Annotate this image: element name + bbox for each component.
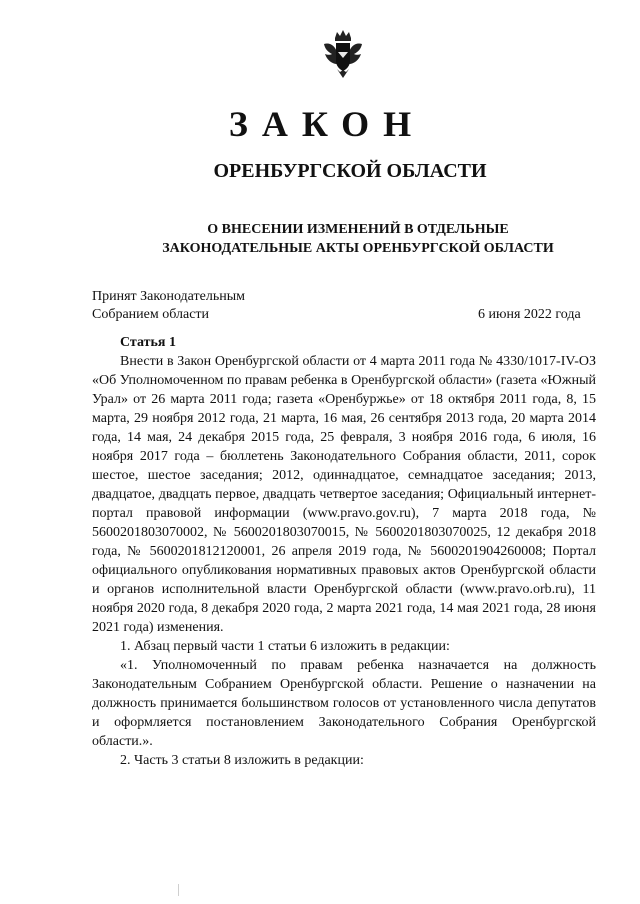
- adoption-line-2: Собранием области: [92, 307, 210, 322]
- law-subject: [0, 220, 640, 258]
- paragraph: «1. Уполномоченный по правам ребенка назначается на должность Законодательным Собранием Оренбургской области. Решение о назначении на должность принимается большинством голосов от установленного числа депутатов и оформляется постановлением Законодательного Собрания Оренбургской области.».: [92, 658, 596, 749]
- article-heading: Статья 1: [120, 335, 176, 350]
- subject-line-2: ЗАКОНОДАТЕЛЬНЫЕ АКТЫ ОРЕНБУРГСКОЙ ОБЛАСТИ: [162, 241, 554, 256]
- adoption-date: 6 июня 2022 года: [478, 307, 581, 322]
- subject-line-1: О ВНЕСЕНИИ ИЗМЕНЕНИЙ В ОТДЕЛЬНЫЕ: [207, 222, 509, 237]
- paragraph: 1. Абзац первый части 1 статьи 6 изложить в редакции:: [120, 639, 450, 654]
- paragraph: 2. Часть 3 статьи 8 изложить в редакции:: [120, 753, 364, 768]
- page-mark: [178, 884, 179, 896]
- adoption-line-1: Принят Законодательным: [92, 289, 245, 304]
- paragraph: Внести в Закон Оренбургской области от 4 марта 2011 года № 4330/1017-IV-ОЗ «Об Уполномоченном по правам ребенка в Оренбургской области» (газета «Южный Урал» от 26 марта 2011 года; газета «Оренбуржье» от 18 октября 2011 года, 8, 15 марта, 29 ноября 2012 года, 21 марта, 16 мая, 26 сентября 2013 года, 20 марта 2014 года, 14 мая, 24 декабря 2015 года, 25 февраля, 3 ноября 2016 года, 6 июля, 16 ноября 2017 года – бюллетень Законодательного Собрания области, 2011, сорок шестое, шестое заседания; 2012, одиннадцатое, семнадцатое заседания; 2013, двадцатое, двадцать первое, двадцать четвертое заседания; Официальный интернет-портал правовой информации (www.pravo.gov.ru), 7 марта 2018 года, № 5600201803070002, № 5600201803070015, № 5600201803070025, 12 декабря 2018 года, № 5600201812120001, 26 апреля 2019 года, № 5600201904260008; Портал официального опубликования нормативных правовых актов Оренбургской области и органов исполнительной власти Оренбургской области (www.pravo.orb.ru), 11 ноября 2020 года, 8 декабря 2020 года, 2 марта 2021 года, 14 мая 2021 года, 28 июня 2021 года) изменения.: [92, 354, 596, 635]
- adoption-info: [92, 288, 245, 324]
- article-body: [92, 333, 596, 770]
- region-title: ОРЕНБУРГСКОЙ ОБЛАСТИ: [213, 160, 487, 182]
- coat-of-arms-icon: [322, 28, 364, 80]
- law-title: ЗАКОН: [228, 104, 426, 144]
